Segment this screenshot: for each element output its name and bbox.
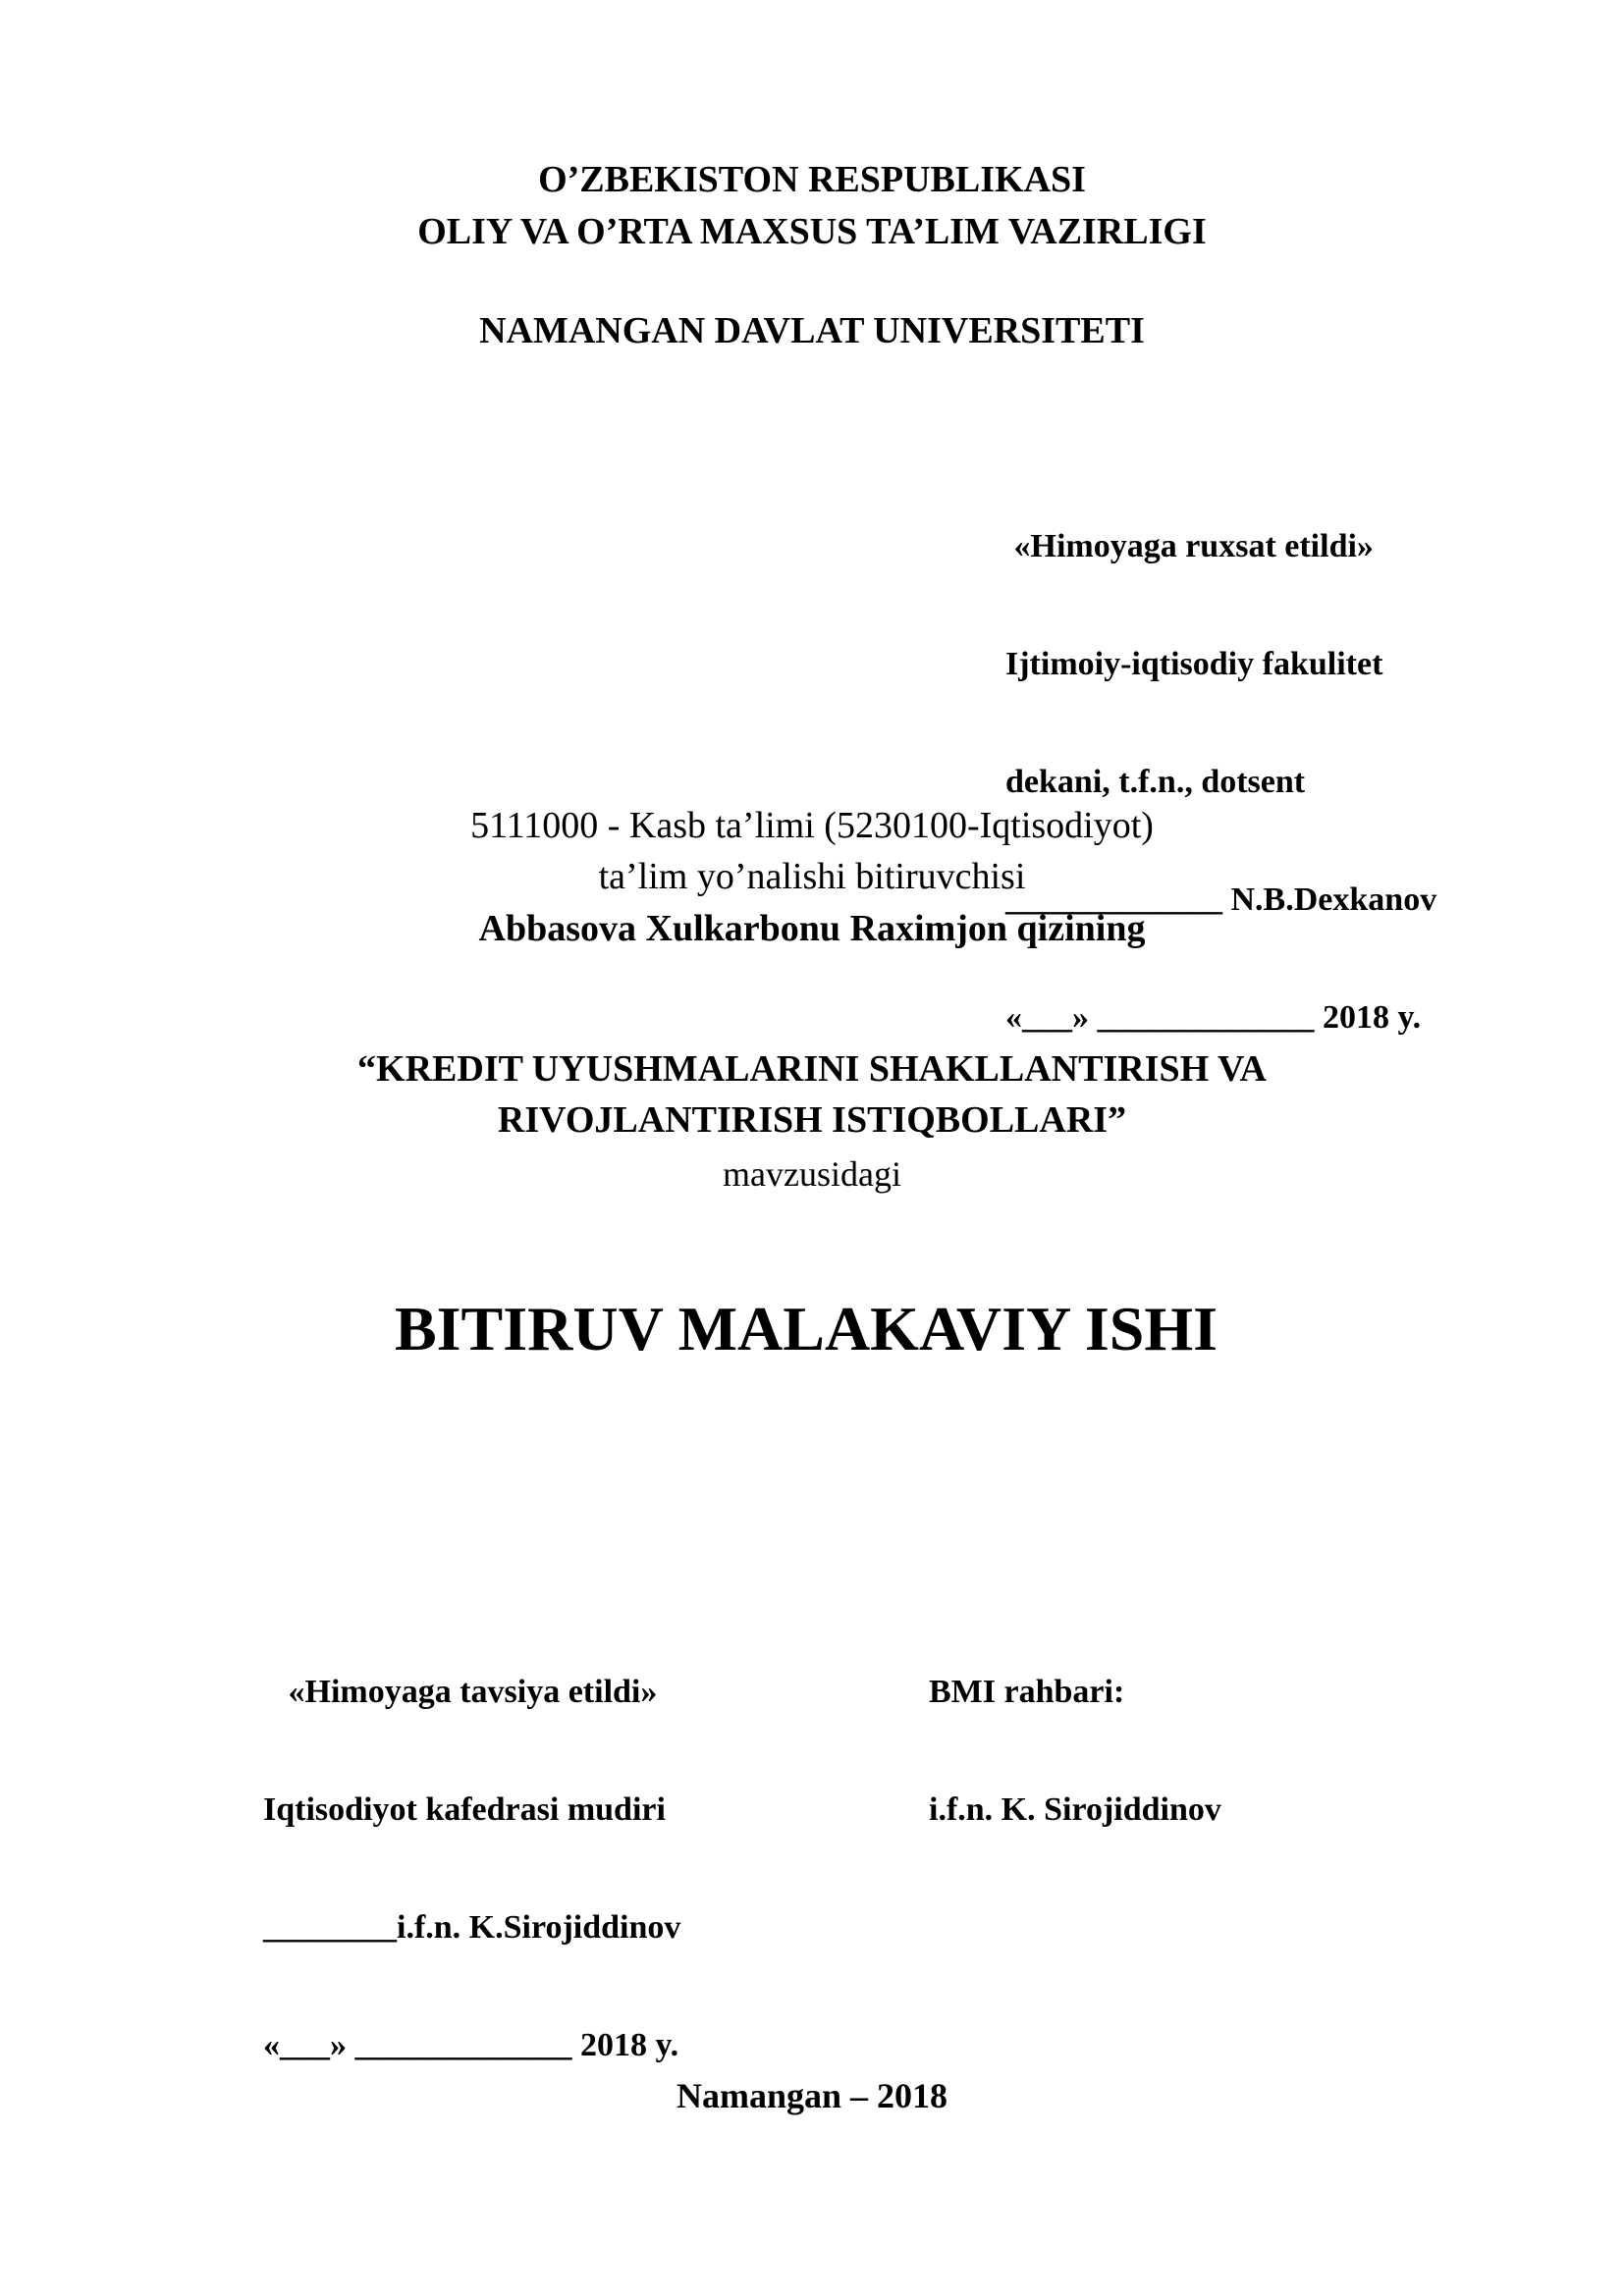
recommendation-title: «Himoyaga tavsiya etildi» xyxy=(263,1674,658,1710)
department-head-line: Iqtisodiyot kafedrasi mudiri xyxy=(263,1791,666,1828)
specialty-line: 5111000 - Kasb ta’limi (5230100-Iqtisodiyot) xyxy=(470,805,1154,846)
dean-signature-line: _____________ N.B.Dexkanov xyxy=(1005,881,1437,918)
supervisor-label: BMI rahbari: xyxy=(929,1674,1125,1710)
ministry-heading: OLIY VA O’RTA MAXSUS TA’LIM VAZIRLIGI xyxy=(417,211,1207,252)
dean-position-line: dekani, t.f.n., dotsent xyxy=(1005,764,1306,800)
supervisor-block xyxy=(929,1594,1221,1908)
recommendation-date-line: «___» _____________ 2018 y. xyxy=(263,2027,679,2063)
direction-line: ta’lim yo’nalishi bitiruvchisi xyxy=(598,856,1026,897)
faculty-line: Ijtimoiy-iqtisodiy fakulitet xyxy=(1005,646,1383,682)
work-title: BITIRUV MALAKAVIY ISHI xyxy=(394,1294,1218,1363)
topic-line-1: “KREDIT UYUSHMALARINI SHAKLLANTIRISH VA xyxy=(357,1048,1267,1090)
defense-approval-block xyxy=(1005,449,1436,1116)
defense-recommendation-block xyxy=(263,1594,680,2144)
approval-title: «Himoyaga ruxsat etildi» xyxy=(1005,528,1374,564)
supervisor-name: i.f.n. K. Sirojiddinov xyxy=(929,1791,1221,1828)
topic-line-2: RIVOJLANTIRISH ISTIQBOLLARI” xyxy=(497,1099,1127,1141)
topic-suffix: mavzusidagi xyxy=(723,1154,901,1194)
student-name: Abbasova Xulkarbonu Raximjon qizining xyxy=(478,908,1146,949)
approval-date-line: «___» _____________ 2018 y. xyxy=(1005,999,1422,1036)
university-heading: NAMANGAN DAVLAT UNIVERSITETI xyxy=(479,310,1145,351)
republic-heading: O’ZBEKISTON RESPUBLIKASI xyxy=(538,159,1086,200)
department-head-signature: ________i.f.n. K.Sirojiddinov xyxy=(263,1909,681,1946)
place-year: Namangan – 2018 xyxy=(676,2076,948,2115)
